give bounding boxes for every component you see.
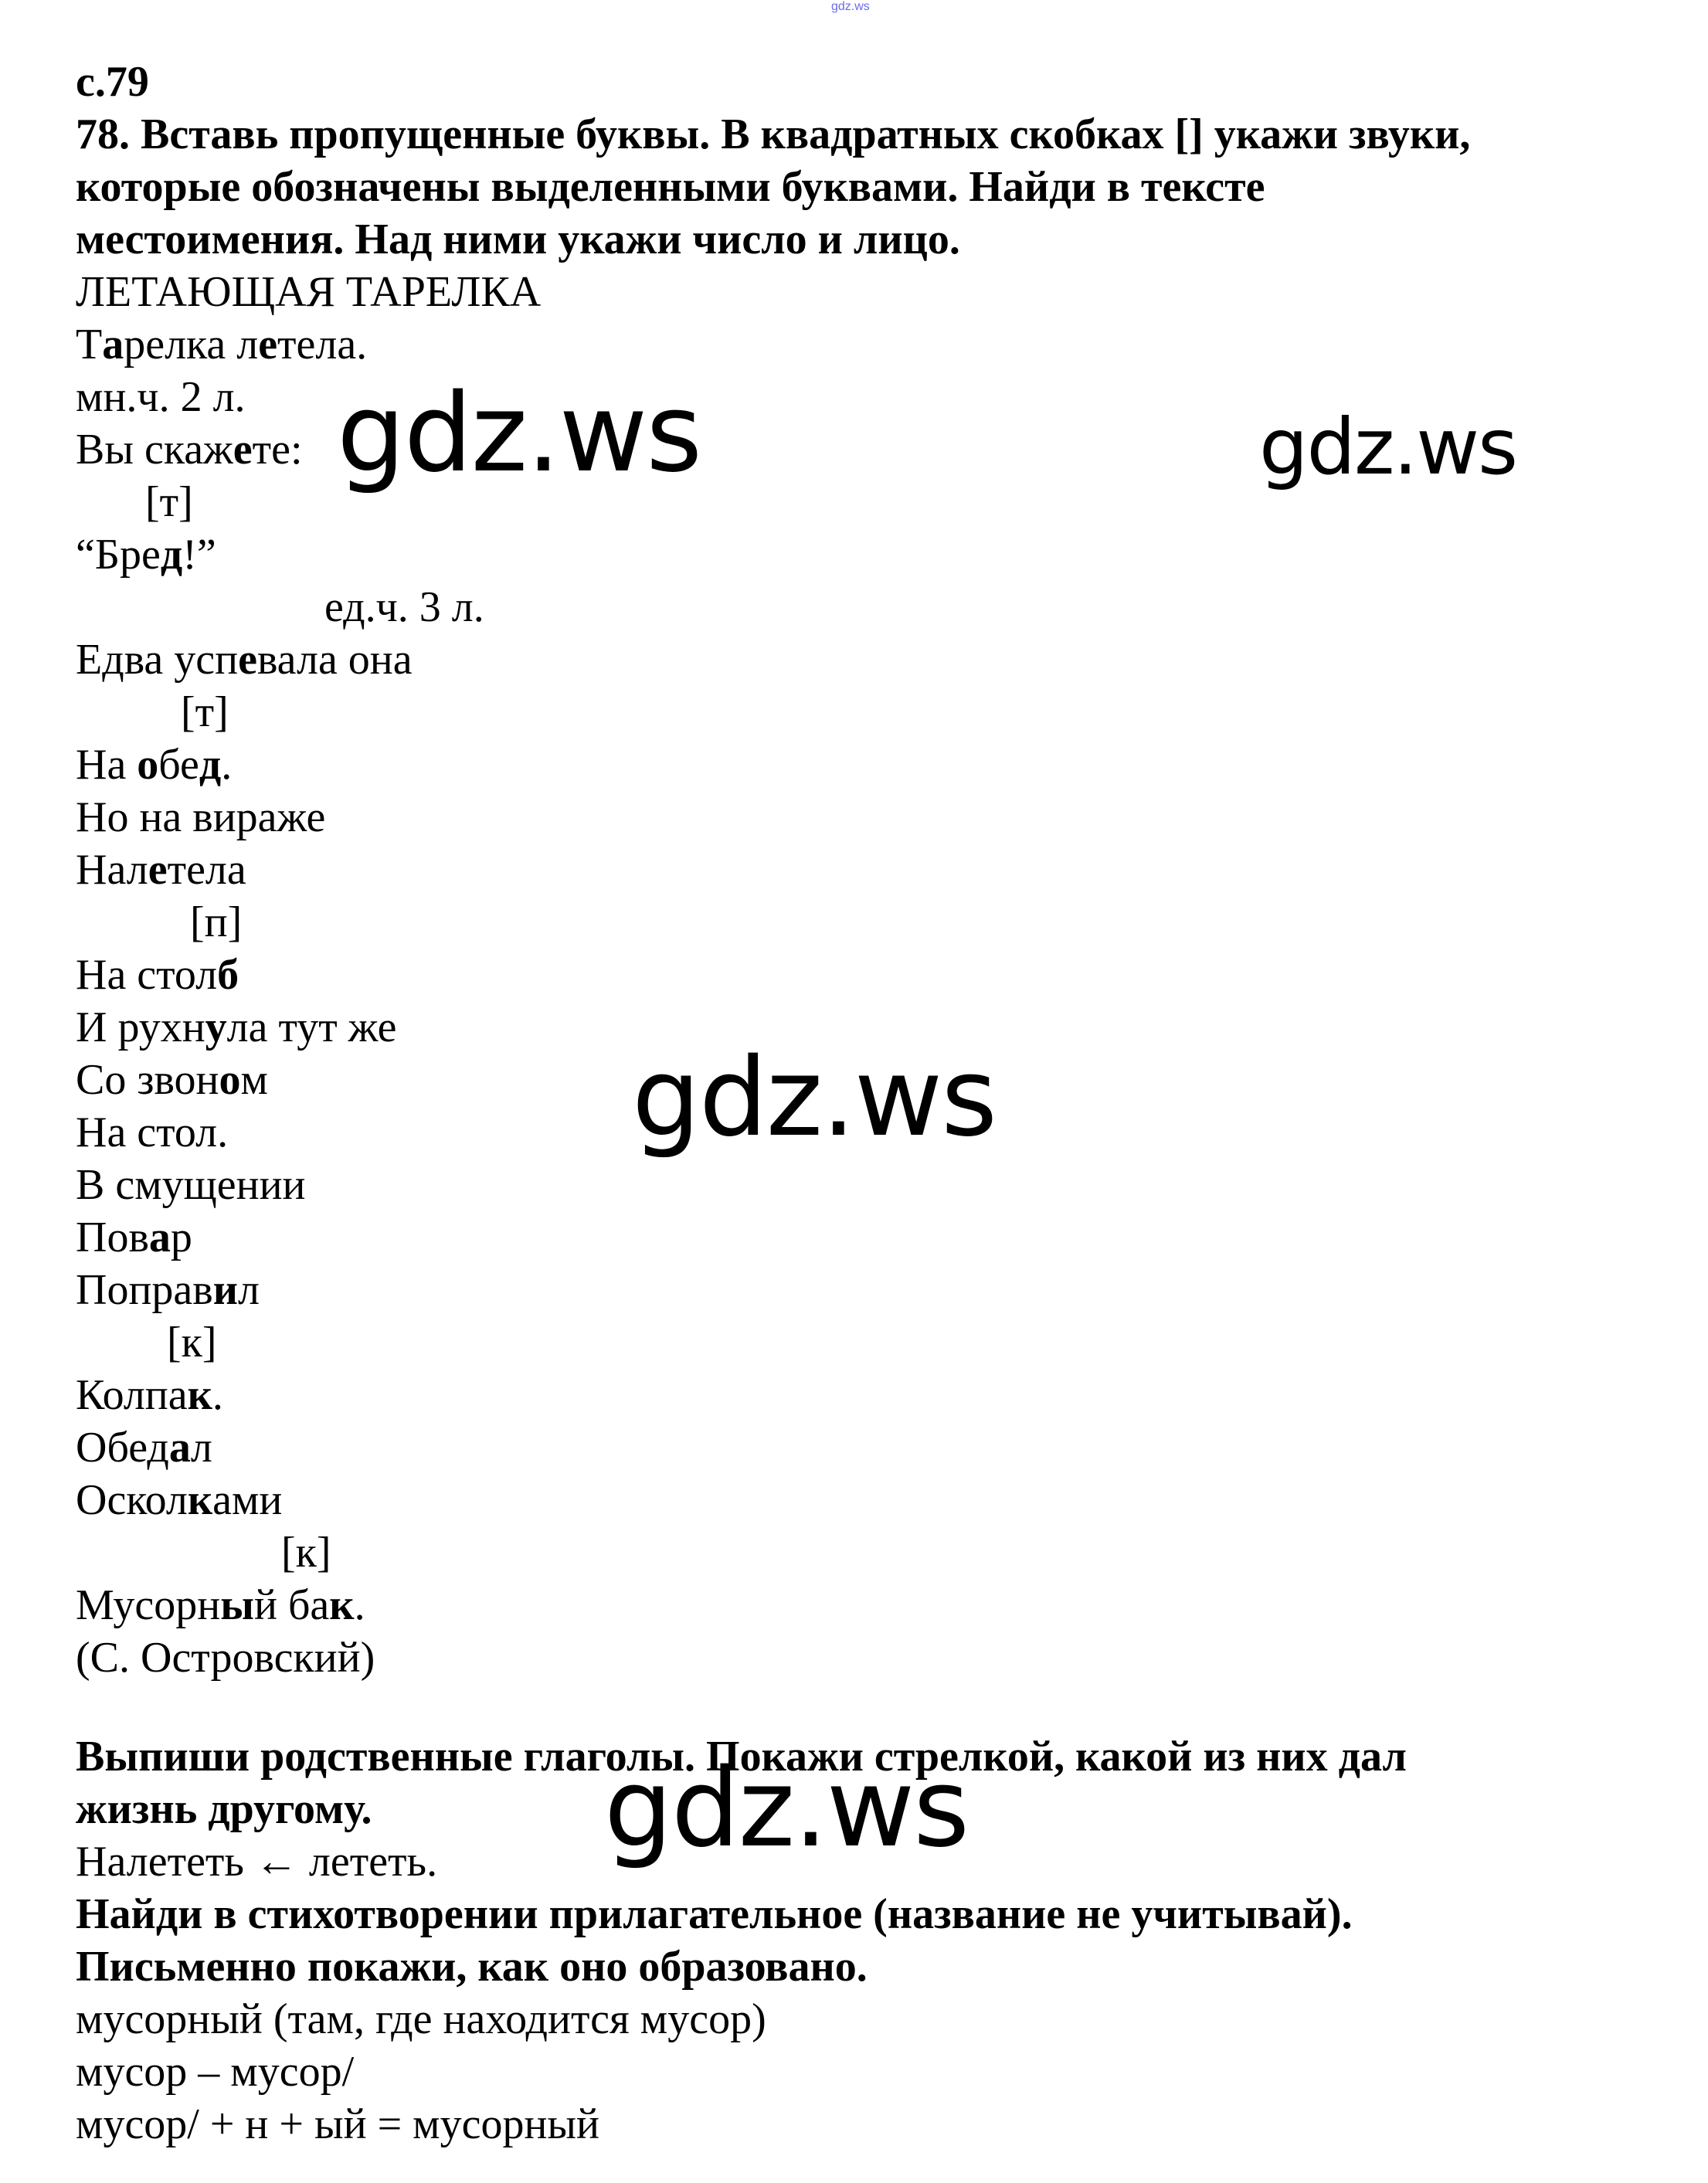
task3-answer-1: мусорный (там, где находится мусор) xyxy=(76,1995,766,2043)
poem-line xyxy=(76,1159,306,1211)
poem-text: тела. xyxy=(277,321,368,368)
poem-line xyxy=(76,318,367,371)
task-line-2: которые обозначены выделенными буквами. Найди в тексте xyxy=(76,163,1265,211)
poem-title: ЛЕТАЮЩАЯ ТАРЕЛКА xyxy=(76,268,542,316)
top-watermark: gdz.ws xyxy=(831,0,870,13)
poem-line xyxy=(76,1631,375,1684)
highlighted-letter: к xyxy=(329,1581,355,1629)
highlighted-letter: и xyxy=(212,1266,238,1314)
poem-line xyxy=(76,1054,268,1106)
highlighted-letter: к xyxy=(187,1476,213,1524)
poem-text: м xyxy=(240,1056,268,1104)
poem-text: Т xyxy=(76,321,103,368)
poem-text: Но на вираже xyxy=(76,793,326,841)
highlighted-letter: е xyxy=(238,636,257,684)
highlighted-letter: е xyxy=(233,426,253,474)
watermark-1: gdz.ws xyxy=(337,371,701,497)
watermark-3: gdz.ws xyxy=(632,1035,997,1161)
poem-text: те: xyxy=(252,426,303,474)
pronoun-annotation: мн.ч. 2 л. xyxy=(76,373,246,421)
poem-text: Обед xyxy=(76,1424,169,1472)
task-line-1: 78. Вставь пропущенные буквы. В квадратных скобках [] укажи звуки, xyxy=(76,110,1471,158)
page-label: с.79 xyxy=(76,58,149,106)
poem-text: Вы скаж xyxy=(76,426,233,474)
watermark-4: gdz.ws xyxy=(604,1746,969,1872)
highlighted-letter: а xyxy=(168,1424,191,1472)
highlighted-letter: д xyxy=(199,741,222,789)
poem-text: На стол xyxy=(76,951,218,999)
poem-text: релка л xyxy=(124,321,259,368)
poem-line xyxy=(76,738,232,791)
task2-line-1: Выпиши родственные глаголы. Покажи стрелкой, какой из них дал xyxy=(76,1733,1407,1781)
poem-text: тела xyxy=(167,846,246,894)
task-line-3: местоимения. Над ними укажи число и лицо. xyxy=(76,216,960,263)
task3-answer-3: мусор/ + н + ый = мусорный xyxy=(76,2100,600,2148)
highlighted-letter: к xyxy=(187,1371,212,1419)
poem-text: !” xyxy=(182,531,216,579)
poem-text: Едва усп xyxy=(76,636,239,684)
sound-annotation: [т] xyxy=(181,688,229,736)
poem-line xyxy=(76,1264,260,1316)
poem-text: И рухн xyxy=(76,1003,205,1051)
poem-text: Со звон xyxy=(76,1056,219,1104)
highlighted-letter: е xyxy=(258,321,278,368)
poem-text: л xyxy=(190,1424,212,1472)
poem-text: На xyxy=(76,741,138,789)
poem-line xyxy=(76,1211,192,1264)
highlighted-letter: о xyxy=(137,741,159,789)
highlighted-letter: у xyxy=(205,1003,227,1051)
poem-line xyxy=(76,949,239,1001)
sound-annotation: [к] xyxy=(281,1529,331,1577)
sound-annotation: [п] xyxy=(190,898,243,946)
poem-line xyxy=(76,1106,228,1159)
poem-text: й ба xyxy=(253,1581,330,1629)
poem-line xyxy=(76,1579,365,1631)
poem-text: Мусорн xyxy=(76,1581,221,1629)
poem-line xyxy=(76,528,216,581)
task3-line-1: Найди в стихотворении прилагательное (название не учитывай). xyxy=(76,1890,1353,1938)
task2-answer: Налететь ← лететь. xyxy=(76,1838,438,1886)
poem-text: бе xyxy=(158,741,199,789)
poem-text: л xyxy=(237,1266,260,1314)
poem-text: “Бре xyxy=(76,531,161,579)
poem-text: В смущении xyxy=(76,1161,306,1209)
poem-text: Оскол xyxy=(76,1476,188,1524)
task3-line-2: Письменно покажи, как оно образовано. xyxy=(76,1943,868,1991)
poem-text: Пов xyxy=(76,1214,149,1261)
poem-line xyxy=(76,1369,223,1421)
poem-line xyxy=(76,1421,212,1474)
highlighted-letter: а xyxy=(102,321,124,368)
poem-line xyxy=(76,844,246,896)
highlighted-letter: б xyxy=(217,951,239,999)
poem-line xyxy=(76,1001,397,1054)
task2-line-2: жизнь другому. xyxy=(76,1785,372,1833)
poem-text: (С. Островский) xyxy=(76,1634,375,1682)
poem-line xyxy=(76,423,303,476)
poem-line xyxy=(76,791,325,844)
highlighted-letter: д xyxy=(160,531,183,579)
highlighted-letter: е xyxy=(148,846,168,894)
highlighted-letter: а xyxy=(148,1214,171,1261)
poem-text: . xyxy=(212,1371,223,1419)
poem-text: вала она xyxy=(256,636,413,684)
task3-answer-2: мусор – мусор/ xyxy=(76,2048,355,2096)
poem-line xyxy=(76,1474,282,1526)
poem-text: ами xyxy=(212,1476,283,1524)
poem-text: Нал xyxy=(76,846,148,894)
poem-text: . xyxy=(221,741,233,789)
poem-line xyxy=(76,633,413,686)
sound-annotation: [к] xyxy=(167,1319,217,1366)
sound-annotation: [т] xyxy=(145,478,193,526)
poem-text: ла тут же xyxy=(226,1003,397,1051)
poem-text: Поправ xyxy=(76,1266,213,1314)
poem-text: Колпа xyxy=(76,1371,188,1419)
pronoun-annotation: ед.ч. 3 л. xyxy=(324,583,484,631)
poem-text: . xyxy=(354,1581,365,1629)
highlighted-letter: о xyxy=(219,1056,241,1104)
highlighted-letter: ы xyxy=(220,1581,254,1629)
poem-text: р xyxy=(170,1214,192,1261)
poem-text: На стол. xyxy=(76,1108,229,1156)
watermark-2: gdz.ws xyxy=(1259,402,1517,492)
